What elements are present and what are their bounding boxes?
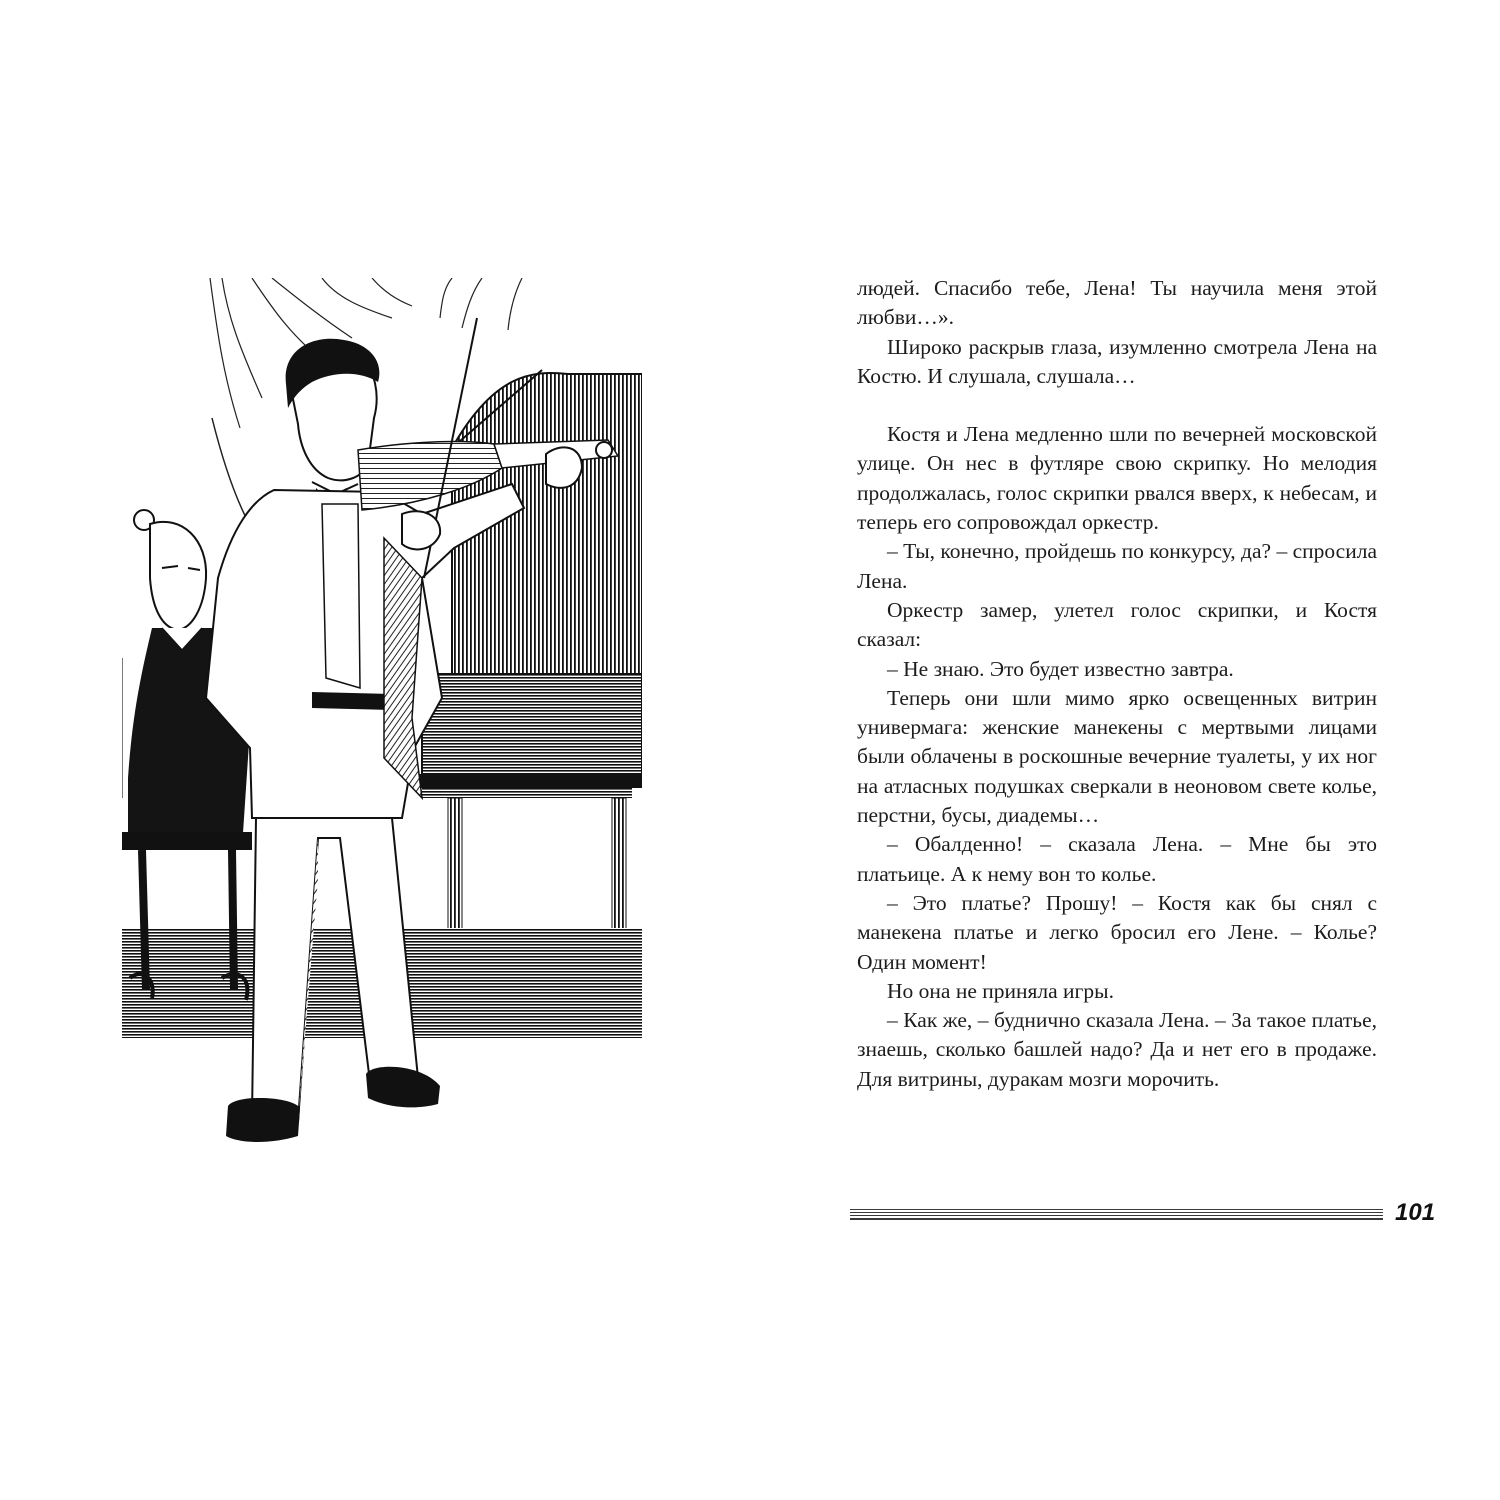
violinist-illustration bbox=[122, 278, 642, 1166]
illustration-drawing bbox=[122, 278, 642, 1166]
paragraph-3: Костя и Лена медленно шли по вечерней московской улице. Он нес в футляре свою скрипку. Но мелодия продолжалась, голос скрипки рвался вверх, к небесам, и теперь его сопровождал оркестр. bbox=[857, 422, 1377, 535]
section-break bbox=[857, 391, 1377, 420]
paragraph-1: людей. Спасибо тебе, Лена! Ты научила меня этой любви…». bbox=[857, 276, 1377, 330]
paragraph-6: – Не знаю. Это будет известно завтра. bbox=[887, 656, 1234, 681]
paragraph-8: – Обалденно! – сказала Лена. – Мне бы это платьице. А к нему вон то колье. bbox=[857, 832, 1377, 886]
paragraph-10: Но она не приняла игры. bbox=[887, 978, 1114, 1003]
paragraph-5: Оркестр замер, улетел голос скрипки, и Костя сказал: bbox=[857, 597, 1377, 652]
paragraph-11: – Как же, – буднично сказала Лена. – За такое платье, знаешь, сколько башлей надо? Да и нет его в продаже. Для витрины, дуракам мозги морочить. bbox=[857, 1008, 1377, 1091]
paragraph-9: – Это платье? Прошу! – Костя как бы снял с манекена платье и легко бросил его Лене. – Колье? Один момент! bbox=[857, 890, 1377, 974]
page-number: 101 bbox=[1395, 1199, 1436, 1226]
footer-rule bbox=[850, 1209, 1383, 1221]
paragraph-7: Теперь они шли мимо ярко освещенных витрин универмага: женские манекены с мертвыми лицами были облачены в роскошные вечерние туалеты, у их ног на атласных подушках сверкали в неоновом свете колье, перстни, бусы, диадемы… bbox=[857, 685, 1377, 828]
page-text bbox=[857, 274, 1377, 1094]
paragraph-4: – Ты, конечно, пройдешь по конкурсу, да? – спросила Лена. bbox=[857, 539, 1377, 593]
paragraph-2: Широко раскрыв глаза, изумленно смотрела Лена на Костю. И слушала, слушала… bbox=[857, 334, 1377, 388]
